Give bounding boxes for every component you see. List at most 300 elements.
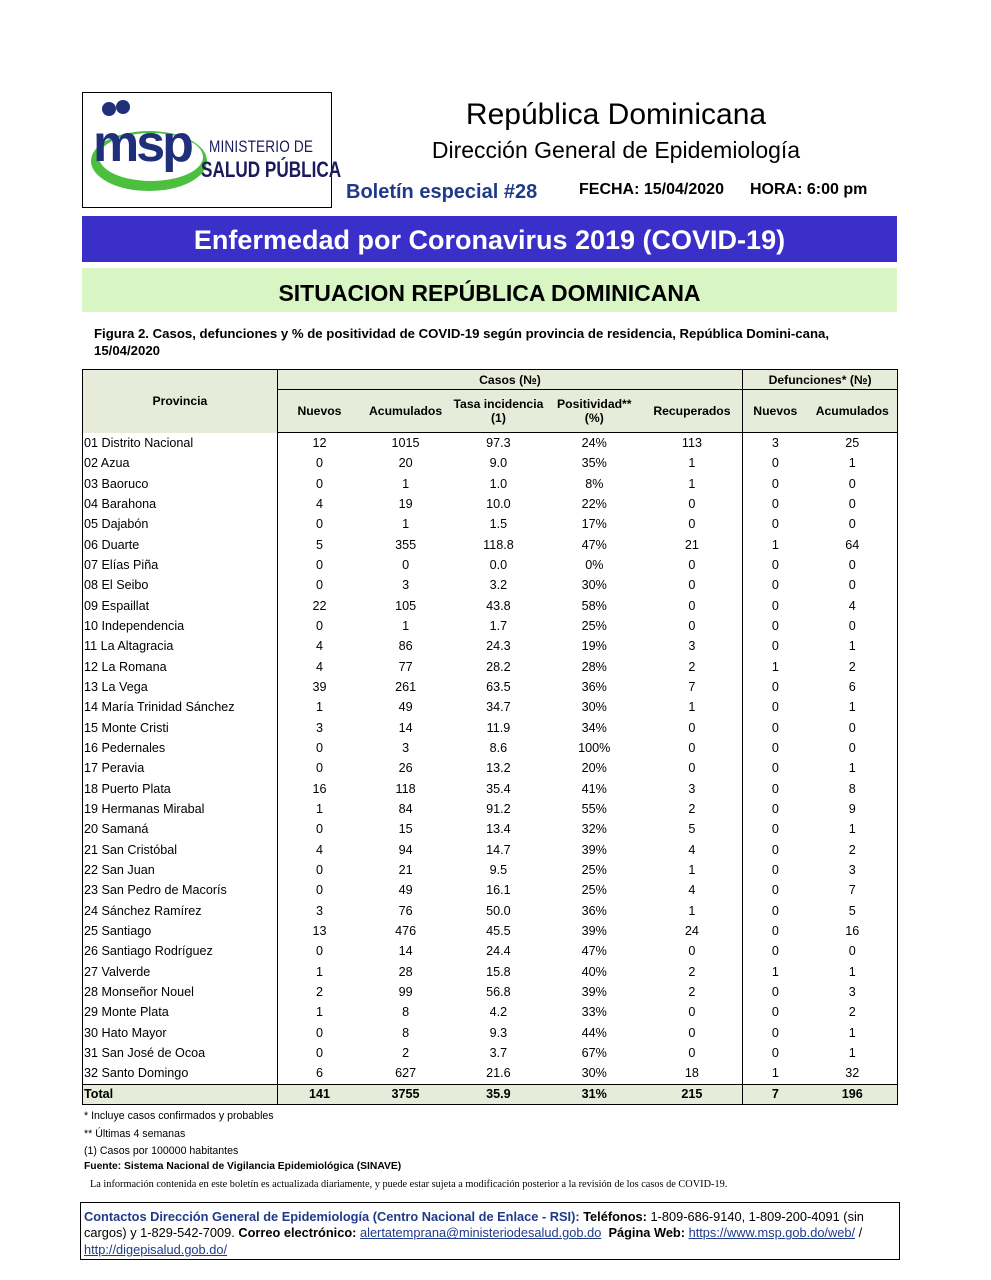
cell-nuevos: 1 — [277, 962, 361, 982]
cell-province: 20 Samaná — [83, 819, 278, 839]
cell-recuperados: 24 — [684, 924, 699, 939]
total-acumulados: 3755 — [361, 1084, 450, 1104]
bulletin-time: HORA: 6:00 pm — [750, 181, 868, 198]
cell-def-nuevos: 1 — [743, 962, 808, 982]
cell-recuperados: 2 — [688, 659, 696, 674]
web-link-digepisalud[interactable]: http://digepisalud.gob.do/ — [84, 1241, 228, 1257]
cell-def-nuevos: 0 — [743, 453, 808, 473]
cell-recuperados: 0 — [688, 598, 696, 613]
cell-province: 06 Duarte — [83, 535, 278, 555]
table-row — [83, 1063, 898, 1084]
cell-province: 01 Distrito Nacional — [83, 433, 278, 454]
cell-nuevos: 3 — [277, 718, 361, 738]
cell-positividad: 32% — [581, 822, 607, 837]
cell-recuperados: 5 — [688, 822, 696, 837]
cell-recuperados: 18 — [684, 1066, 699, 1081]
cell-recuperados: 0 — [688, 619, 696, 634]
cell-acumulados: 84 — [398, 802, 413, 817]
table-row — [83, 962, 898, 982]
cell-nuevos: 0 — [277, 575, 361, 595]
table-row — [83, 697, 898, 717]
cell-tasa: 3.7 — [489, 1046, 508, 1060]
cell-def-nuevos: 0 — [743, 1023, 808, 1043]
cell-def-acumulados: 1 — [808, 819, 898, 839]
cell-def-nuevos: 0 — [743, 982, 808, 1002]
cell-def-acumulados: 0 — [808, 738, 898, 758]
cell-tasa: 3.2 — [489, 578, 508, 593]
cell-acumulados: 14 — [398, 720, 413, 735]
cell-nuevos: 0 — [277, 1043, 361, 1063]
phones-label: Teléfonos: — [583, 1209, 647, 1224]
cell-positividad: 25% — [581, 619, 607, 634]
web-separator: / — [858, 1225, 863, 1241]
cell-acumulados: 355 — [395, 537, 417, 552]
cell-def-acumulados: 8 — [808, 779, 898, 799]
cell-def-acumulados: 1 — [808, 453, 898, 473]
cell-recuperados: 0 — [688, 1046, 696, 1060]
cell-acumulados: 20 — [398, 456, 413, 471]
cell-positividad: 35% — [581, 456, 607, 471]
cell-recuperados: 3 — [688, 781, 696, 796]
header-defunciones: Defunciones* (№) — [743, 370, 898, 390]
cell-tasa: 63.5 — [486, 680, 511, 695]
cell-positividad: 8% — [585, 476, 604, 491]
cell-recuperados: 1 — [688, 903, 696, 918]
cell-positividad: 58% — [581, 598, 607, 613]
cell-acumulados: 476 — [395, 924, 417, 939]
logo-text-salud: SALUD PÚBLICA — [201, 157, 342, 182]
cell-acumulados: 105 — [395, 598, 417, 613]
cell-def-acumulados: 2 — [808, 1002, 898, 1022]
cell-def-nuevos: 0 — [743, 575, 808, 595]
cell-positividad: 30% — [581, 1066, 607, 1081]
cell-province: 29 Monte Plata — [83, 1002, 278, 1022]
cell-nuevos: 2 — [277, 982, 361, 1002]
cell-positividad: 28% — [581, 659, 607, 674]
table-row — [83, 596, 898, 616]
cell-recuperados: 21 — [684, 537, 699, 552]
cell-province: 10 Independencia — [83, 616, 278, 636]
cell-def-nuevos: 0 — [743, 494, 808, 514]
cell-positividad: 22% — [581, 497, 607, 512]
cell-tasa: 13.4 — [486, 822, 511, 837]
total-def-nuevos: 7 — [743, 1084, 808, 1104]
cell-tasa: 21.6 — [486, 1066, 511, 1081]
cell-positividad: 47% — [581, 944, 607, 959]
table-row — [83, 575, 898, 595]
cell-acumulados: 0 — [402, 558, 410, 573]
cell-acumulados: 49 — [398, 700, 413, 715]
cell-province: 24 Sánchez Ramírez — [83, 901, 278, 921]
cell-def-acumulados: 1 — [808, 697, 898, 717]
cell-tasa: 11.9 — [486, 720, 511, 735]
cell-def-acumulados: 0 — [808, 494, 898, 514]
cell-province: 07 Elías Piña — [83, 555, 278, 575]
table-row — [83, 758, 898, 778]
cell-positividad: 24% — [581, 436, 607, 451]
cell-acumulados: 627 — [395, 1066, 417, 1081]
source-note: Fuente: Sistema Nacional de Vigilancia Epidemiológica (SINAVE) — [84, 1161, 402, 1172]
footnote-probables: * Incluye casos confirmados y probables — [84, 1110, 274, 1122]
header-direction: Dirección General de Epidemiología — [431, 137, 801, 163]
total-row — [83, 1084, 898, 1104]
cell-recuperados: 2 — [688, 802, 696, 817]
cell-acumulados: 1 — [402, 517, 410, 532]
cell-nuevos: 5 — [277, 535, 361, 555]
bulletin-date: FECHA: 15/04/2020 — [579, 181, 724, 198]
cell-recuperados: 2 — [688, 964, 696, 979]
cell-nuevos: 1 — [277, 799, 361, 819]
cell-def-nuevos: 0 — [743, 758, 808, 778]
cell-tasa: 91.2 — [486, 802, 511, 817]
cell-positividad: 47% — [581, 537, 607, 552]
table-row — [83, 1023, 898, 1043]
contact-box — [80, 1202, 900, 1260]
cell-tasa: 9.5 — [489, 863, 508, 878]
cell-nuevos: 22 — [277, 596, 361, 616]
cell-def-nuevos: 0 — [743, 921, 808, 941]
cell-positividad: 100% — [578, 741, 611, 756]
cell-province: 25 Santiago — [83, 921, 278, 941]
cell-tasa: 15.8 — [486, 964, 511, 979]
cell-positividad: 36% — [581, 680, 607, 695]
cell-province: 08 El Seibo — [83, 575, 278, 595]
cell-def-nuevos: 0 — [743, 941, 808, 961]
cell-acumulados: 2 — [402, 1046, 410, 1060]
cell-recuperados: 0 — [688, 1005, 696, 1020]
cell-acumulados: 94 — [398, 842, 413, 857]
table-row — [83, 738, 898, 758]
figure-caption: Figura 2. Casos, defunciones y % de positividad de COVID-19 según provincia de residencia, República Domini-cana, 15/04/2020 — [94, 326, 830, 358]
cell-def-nuevos: 1 — [743, 535, 808, 555]
cell-recuperados: 0 — [688, 761, 696, 776]
cell-recuperados: 1 — [688, 476, 696, 491]
cell-positividad: 17% — [581, 517, 607, 532]
total-label: Total — [83, 1084, 278, 1104]
cell-acumulados: 8 — [402, 1005, 410, 1020]
cell-province: 27 Valverde — [83, 962, 278, 982]
cell-tasa: 24.3 — [486, 639, 511, 654]
cell-def-nuevos: 0 — [743, 799, 808, 819]
cell-acumulados: 3 — [402, 578, 410, 593]
cell-nuevos: 4 — [277, 636, 361, 656]
cell-tasa: 0.0 — [489, 558, 508, 573]
cell-def-acumulados: 25 — [808, 433, 898, 454]
cell-province: 05 Dajabón — [83, 514, 278, 534]
cell-recuperados: 2 — [688, 985, 696, 1000]
col-header-positividad: Positividad** (%) — [547, 390, 642, 433]
cell-acumulados: 1 — [402, 476, 410, 491]
cell-def-nuevos: 0 — [743, 880, 808, 900]
cell-province: 21 San Cristóbal — [83, 840, 278, 860]
cell-acumulados: 1015 — [391, 436, 420, 451]
cell-nuevos: 0 — [277, 738, 361, 758]
cell-positividad: 25% — [581, 883, 607, 898]
cell-def-acumulados: 1 — [808, 1043, 898, 1063]
cell-tasa: 1.7 — [489, 619, 508, 634]
cell-province: 03 Baoruco — [83, 474, 278, 494]
cell-def-acumulados: 0 — [808, 575, 898, 595]
cell-tasa: 56.8 — [486, 985, 511, 1000]
ministry-logo — [82, 92, 342, 208]
cell-positividad: 30% — [581, 578, 607, 593]
cell-nuevos: 0 — [277, 453, 361, 473]
cell-positividad: 36% — [581, 903, 607, 918]
cell-province: 04 Barahona — [83, 494, 278, 514]
cell-recuperados: 1 — [688, 863, 696, 878]
cell-def-acumulados: 0 — [808, 941, 898, 961]
cell-tasa: 1.0 — [489, 476, 508, 491]
cell-acumulados: 86 — [398, 639, 413, 654]
cell-nuevos: 0 — [277, 758, 361, 778]
cell-def-acumulados: 0 — [808, 514, 898, 534]
header-country: República Dominicana — [465, 98, 767, 131]
cell-def-nuevos: 0 — [743, 860, 808, 880]
cell-positividad: 34% — [581, 720, 607, 735]
cell-def-acumulados: 4 — [808, 596, 898, 616]
table-row — [83, 657, 898, 677]
table-row — [83, 880, 898, 900]
cell-recuperados: 0 — [688, 741, 696, 756]
cell-def-nuevos: 0 — [743, 514, 808, 534]
cell-positividad: 33% — [581, 1005, 607, 1020]
cell-nuevos: 3 — [277, 901, 361, 921]
cell-tasa: 4.2 — [489, 1005, 508, 1020]
cell-def-acumulados: 5 — [808, 901, 898, 921]
cell-acumulados: 14 — [398, 944, 413, 959]
table-row — [83, 535, 898, 555]
cell-tasa: 9.0 — [489, 456, 508, 471]
email-link[interactable]: alertatemprana@ministeriodesalud.gob.do — [359, 1225, 602, 1241]
cell-acumulados: 77 — [398, 659, 413, 674]
cell-recuperados: 7 — [688, 680, 696, 695]
cell-positividad: 39% — [581, 842, 607, 857]
cell-nuevos: 0 — [277, 616, 361, 636]
cell-recuperados: 3 — [688, 639, 696, 654]
cell-nuevos: 0 — [277, 941, 361, 961]
cell-tasa: 50.0 — [486, 903, 511, 918]
cell-acumulados: 3 — [402, 741, 410, 756]
cell-nuevos: 0 — [277, 819, 361, 839]
cell-def-acumulados: 3 — [808, 982, 898, 1002]
cell-positividad: 39% — [581, 924, 607, 939]
cell-tasa: 97.3 — [486, 436, 511, 451]
table-row — [83, 555, 898, 575]
cell-def-nuevos: 1 — [743, 1063, 808, 1084]
cell-province: 02 Azua — [83, 453, 278, 473]
cell-positividad: 55% — [581, 802, 607, 817]
table-row — [83, 718, 898, 738]
cell-def-acumulados: 3 — [808, 860, 898, 880]
cell-def-nuevos: 3 — [743, 433, 808, 454]
cell-def-nuevos: 0 — [743, 636, 808, 656]
cell-nuevos: 0 — [277, 880, 361, 900]
cell-def-acumulados: 0 — [808, 616, 898, 636]
total-def-acumulados: 196 — [808, 1084, 898, 1104]
cell-nuevos: 16 — [277, 779, 361, 799]
cell-tasa: 8.6 — [489, 741, 508, 756]
cell-province: 23 San Pedro de Macorís — [83, 880, 278, 900]
cell-def-acumulados: 16 — [808, 921, 898, 941]
cell-tasa: 1.5 — [489, 517, 508, 532]
cell-province: 18 Puerto Plata — [83, 779, 278, 799]
col-header-acumulados: Acumulados — [361, 390, 450, 433]
table-row — [83, 779, 898, 799]
cell-tasa: 9.3 — [489, 1025, 508, 1040]
cell-nuevos: 4 — [277, 657, 361, 677]
cell-tasa: 34.7 — [486, 700, 511, 715]
cell-def-nuevos: 1 — [743, 657, 808, 677]
cell-nuevos: 4 — [277, 494, 361, 514]
table-row — [83, 474, 898, 494]
cell-acumulados: 21 — [398, 863, 413, 878]
cell-tasa: 118.8 — [483, 537, 514, 552]
cell-def-acumulados: 9 — [808, 799, 898, 819]
cell-recuperados: 0 — [688, 517, 696, 532]
cell-acumulados: 28 — [398, 964, 413, 979]
cell-positividad: 25% — [581, 863, 607, 878]
web-label: Página Web: — [608, 1225, 686, 1241]
header-casos: Casos (№) — [277, 370, 742, 390]
cell-province: 16 Pedernales — [83, 738, 278, 758]
situation-heading: SITUACION REPÚBLICA DOMINICANA — [82, 268, 897, 312]
cell-def-nuevos: 0 — [743, 474, 808, 494]
cell-def-acumulados: 2 — [808, 840, 898, 860]
table-row — [83, 1002, 898, 1022]
cell-def-acumulados: 1 — [808, 1023, 898, 1043]
cell-positividad: 67% — [581, 1046, 607, 1060]
cell-tasa: 43.8 — [486, 598, 511, 613]
logo-text-ministerio: MINISTERIO DE — [209, 137, 314, 156]
cell-province: 19 Hermanas Mirabal — [83, 799, 278, 819]
cell-def-acumulados: 0 — [808, 718, 898, 738]
cell-province: 09 Espaillat — [83, 596, 278, 616]
cell-tasa: 10.0 — [486, 497, 511, 512]
cell-recuperados: 0 — [688, 497, 696, 512]
cell-acumulados: 26 — [398, 761, 413, 776]
table-row — [83, 840, 898, 860]
cell-def-nuevos: 0 — [743, 819, 808, 839]
col-header-tasa: Tasa incidencia (1) — [450, 390, 547, 433]
cell-def-nuevos: 0 — [743, 596, 808, 616]
cell-def-acumulados: 1 — [808, 758, 898, 778]
table-row — [83, 677, 898, 697]
cell-province: 15 Monte Cristi — [83, 718, 278, 738]
cell-recuperados: 0 — [688, 578, 696, 593]
table-row — [83, 860, 898, 880]
cell-def-acumulados: 6 — [808, 677, 898, 697]
cell-def-acumulados: 1 — [808, 636, 898, 656]
cell-nuevos: 0 — [277, 860, 361, 880]
cell-positividad: 39% — [581, 985, 607, 1000]
svg-text:msp: msp — [93, 115, 191, 173]
cell-province: 22 San Juan — [83, 860, 278, 880]
disclaimer: La información contenida en este boletín es actualizada diariamente, y puede estar sujeta a modificación posterior a la revisión de los casos de COVID-19. — [90, 1179, 728, 1190]
cell-recuperados: 0 — [688, 944, 696, 959]
cell-recuperados: 1 — [688, 456, 696, 471]
cell-def-nuevos: 0 — [743, 901, 808, 921]
cell-positividad: 41% — [581, 781, 607, 796]
table-body — [83, 433, 898, 1085]
cell-def-acumulados: 64 — [808, 535, 898, 555]
col-header-def-acumulados: Acumulados — [808, 390, 898, 433]
cell-def-nuevos: 0 — [743, 840, 808, 860]
cell-nuevos: 1 — [277, 697, 361, 717]
cell-recuperados: 0 — [688, 1025, 696, 1040]
cell-acumulados: 19 — [398, 497, 413, 512]
cell-def-nuevos: 0 — [743, 779, 808, 799]
email-label: Correo electrónico: — [238, 1225, 357, 1241]
total-positividad: 31% — [547, 1084, 642, 1104]
cell-recuperados: 113 — [681, 436, 702, 451]
cell-nuevos: 0 — [277, 474, 361, 494]
table-row — [83, 514, 898, 534]
total-nuevos: 141 — [277, 1084, 361, 1104]
cell-def-nuevos: 0 — [743, 555, 808, 575]
cell-positividad: 0% — [585, 558, 604, 573]
cell-positividad: 19% — [581, 639, 607, 654]
cell-tasa: 24.4 — [486, 944, 511, 959]
cell-province: 32 Santo Domingo — [83, 1063, 278, 1084]
total-tasa: 35.9 — [450, 1084, 547, 1104]
cell-province: 11 La Altagracia — [83, 636, 278, 656]
phones: 1-809-686-9140, 1-809-200-4091 (sin cargos) y 1-829-542-7009. — [84, 1209, 864, 1241]
cell-acumulados: 261 — [395, 680, 417, 695]
cell-def-nuevos: 0 — [743, 677, 808, 697]
cell-def-nuevos: 0 — [743, 1043, 808, 1063]
msp-logo-icon — [87, 97, 212, 197]
cell-tasa: 35.4 — [486, 781, 511, 796]
table-row — [83, 433, 898, 454]
cell-nuevos: 6 — [277, 1063, 361, 1084]
cell-positividad: 44% — [581, 1025, 607, 1040]
disease-banner: Enfermedad por Coronavirus 2019 (COVID-19) — [82, 216, 897, 262]
table-row — [83, 636, 898, 656]
table-row — [83, 799, 898, 819]
cell-tasa: 16.1 — [486, 883, 511, 898]
cell-def-nuevos: 0 — [743, 697, 808, 717]
col-header-def-nuevos: Nuevos — [743, 390, 808, 433]
cell-nuevos: 0 — [277, 514, 361, 534]
col-header-nuevos: Nuevos — [277, 390, 361, 433]
cell-nuevos: 13 — [277, 921, 361, 941]
web-link-msp[interactable]: https://www.msp.gob.do/web/ — [688, 1225, 856, 1241]
table-row — [83, 941, 898, 961]
cell-province: 17 Peravia — [83, 758, 278, 778]
cell-acumulados: 8 — [402, 1025, 410, 1040]
table-row — [83, 1043, 898, 1063]
cell-recuperados: 4 — [688, 883, 696, 898]
cell-acumulados: 76 — [398, 903, 413, 918]
province-table — [82, 369, 898, 1105]
cell-acumulados: 118 — [395, 781, 416, 796]
cell-acumulados: 49 — [398, 883, 413, 898]
cell-positividad: 20% — [581, 761, 607, 776]
cell-def-acumulados: 2 — [808, 657, 898, 677]
total-recuperados: 215 — [642, 1084, 743, 1104]
cell-province: 30 Hato Mayor — [83, 1023, 278, 1043]
table-row — [83, 616, 898, 636]
cell-def-acumulados: 0 — [808, 474, 898, 494]
table-row — [83, 901, 898, 921]
contact-title: Contactos Dirección General de Epidemiología (Centro Nacional de Enlace - RSI): — [84, 1209, 580, 1224]
cell-def-nuevos: 0 — [743, 718, 808, 738]
col-header-recuperados: Recuperados — [642, 390, 743, 433]
table-row — [83, 982, 898, 1002]
cell-province: 31 San José de Ocoa — [83, 1043, 278, 1063]
cell-positividad: 40% — [581, 964, 607, 979]
cell-def-acumulados: 0 — [808, 555, 898, 575]
